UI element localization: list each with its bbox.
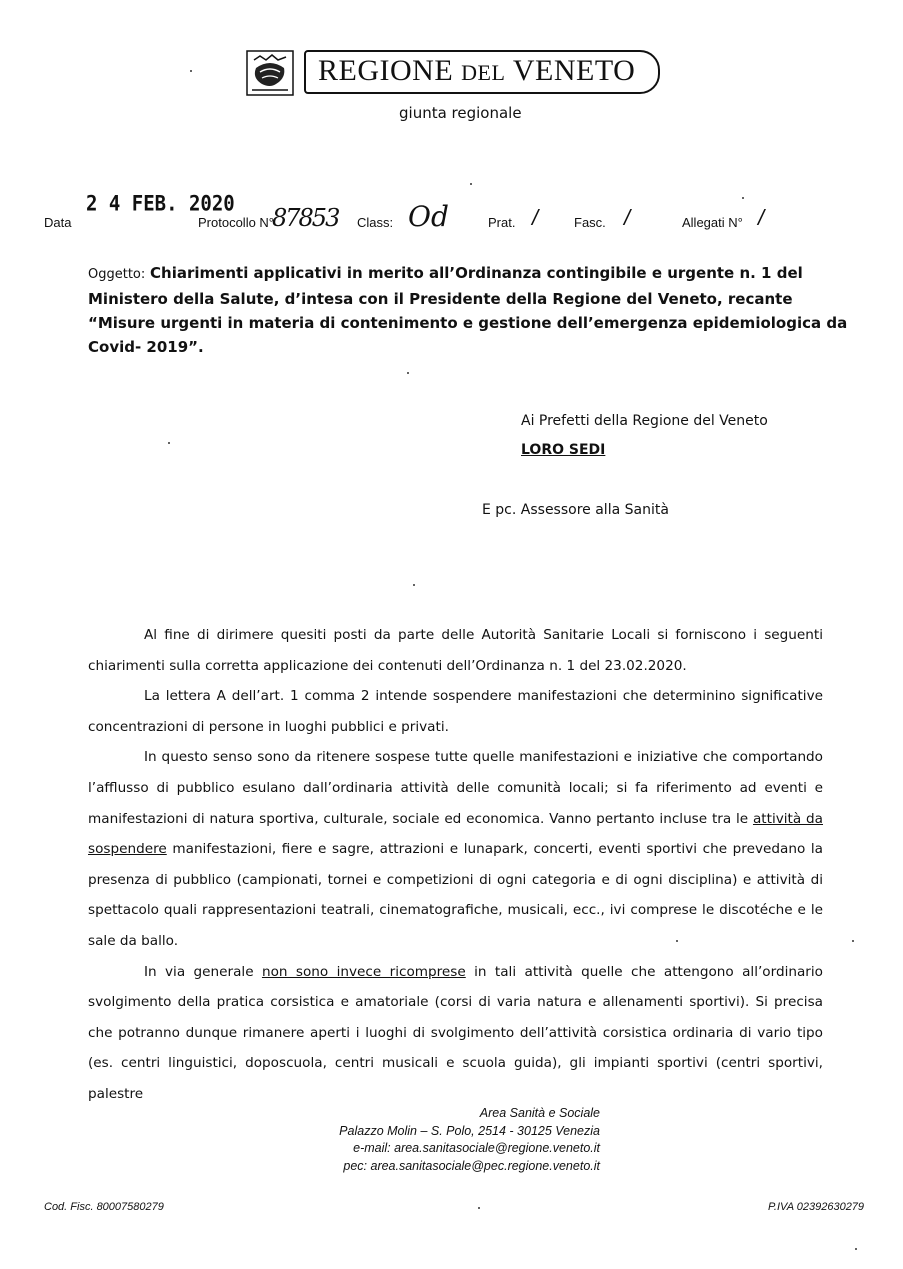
tax-code: Cod. Fisc. 80007580279 (44, 1201, 164, 1213)
prat-label: Prat. (488, 215, 516, 230)
subject-label: Oggetto: (88, 267, 146, 282)
paragraph-3-text-b: manifestazioni, fiere e sagre, attrazioni e lunapark, concerti, eventi sportivi che prevedano la presenza di pubblico (campionati, tornei e competizioni di ogni categoria e di ogni disciplina) e attività di spettacolo quali rappresentazioni teatrali, cinematografiche, musicali, ecc., ivi comprese le discotéche e le sale da ballo. (88, 841, 823, 949)
scan-speck (676, 940, 678, 942)
scan-speck (478, 1207, 480, 1209)
recipient-place: LORO SEDI (521, 442, 606, 458)
scan-speck (190, 70, 192, 72)
protocollo-label: Protocollo N° (198, 215, 275, 230)
date-stamp: 2 4 FEB. 2020 (86, 191, 235, 217)
fasc-label: Fasc. (574, 215, 606, 230)
fasc-value: / (624, 205, 631, 230)
class-label: Class: (357, 215, 394, 230)
office-address-line: Palazzo Molin – S. Polo, 2514 - 30125 Venezia (339, 1123, 600, 1138)
office-email: e-mail: area.sanitasociale@regione.veneto.it (353, 1141, 600, 1155)
vat-number: P.IVA 02392630279 (768, 1201, 865, 1213)
allegati-label: Allegati N° (682, 215, 743, 230)
scan-speck (470, 183, 472, 185)
office-pec: pec: area.sanitasociale@pec.regione.veneto.it (343, 1158, 600, 1173)
logo-title: REGIONE DEL VENETO (318, 54, 636, 87)
protocol-number: 87853 (272, 204, 339, 232)
allegati-value: / (758, 205, 765, 230)
subject-text: Chiarimenti applicativi in merito all’Ordinanza contingibile e urgente n. 1 del Ministero della Salute, d’intesa con il Presidente della Regione del Veneto, recante “Misure urgenti in materia di contenimento e gestione dell’emergenza epidemiologica da Covid- 2019”. (88, 264, 848, 356)
scan-speck (168, 442, 170, 444)
paragraph-3 (88, 742, 823, 956)
region-emblem-icon (246, 50, 294, 96)
paragraph-2: La lettera A dell’art. 1 comma 2 intende sospendere manifestazioni che determinino significative concentrazioni di persone in luoghi pubblici e privati. (88, 688, 823, 735)
logo-subtitle: giunta regionale (399, 104, 522, 122)
paragraph-4 (88, 957, 823, 1110)
paragraph-4-underlined: non sono invece ricomprese (261, 963, 466, 980)
scan-speck (852, 940, 854, 942)
prat-value: / (532, 205, 539, 230)
office-area: Area Sanità e Sociale (479, 1106, 600, 1120)
scan-speck (413, 584, 415, 586)
class-value: Od (408, 200, 449, 233)
paragraph-4-text-b: in tali attività quelle che attengono all’ordinario svolgimento della pratica corsistica e amatoriale (corsi di varia natura e allenamenti sportivi). Si precisa che potranno dunque rimanere aperti i luoghi di svolgimento dell’attività corsistica ordinaria di vario tipo (es. centri linguistici, doposcuola, centri musicali e scuola guida), gli impianti sportivi (centri sportivi, palestre (88, 963, 823, 1102)
paragraph-1: Al fine di dirimere quesiti posti da parte delle Autorità Sanitarie Locali si forniscono i seguenti chiarimenti sulla corretta applicazione dei contenuti dell’Ordinanza n. 1 del 23.02.2020. (88, 627, 823, 674)
scan-speck (407, 372, 409, 374)
data-label: Data (44, 215, 72, 230)
scan-speck (742, 197, 744, 199)
paragraph-4-text-a: In via generale (144, 963, 262, 980)
subject-block (88, 261, 848, 359)
recipient-line: Ai Prefetti della Regione del Veneto (521, 413, 768, 429)
office-address (300, 1105, 600, 1175)
scan-speck (855, 1248, 857, 1250)
cc-line: E pc. Assessore alla Sanità (482, 502, 669, 518)
paragraph-3-underlined: attività da sospendere (88, 810, 823, 858)
paragraph-3-text-a: In questo senso sono da ritenere sospese tutte quelle manifestazioni e iniziative che comportando l’afflusso di pubblico esulano dall’ordinaria attività delle comunità locali; si fa riferimento ad eventi e manifestazioni di natura sportiva, culturale, sociale ed economica. Vanno pertanto incluse tra le (88, 749, 823, 827)
letter-body (88, 620, 823, 1110)
